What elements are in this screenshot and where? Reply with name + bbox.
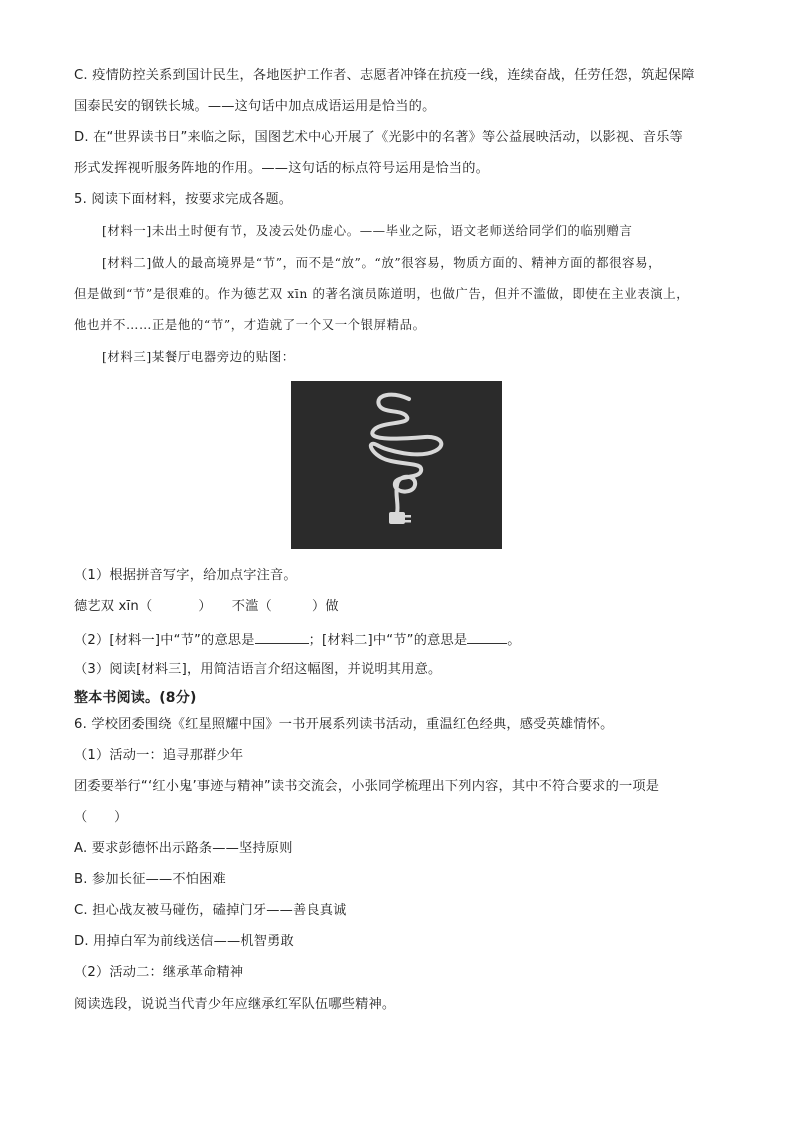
material-1: [材料一]未出土时便有节，及凌云处仍虚心。——毕业之际，语文老师送给同学们的临别赠言 — [102, 223, 633, 238]
material-3: [材料三]某餐厅电器旁边的贴图： — [102, 349, 295, 364]
option-d-line2: 形式发挥视听服务阵地的作用。——这句话的标点符号运用是恰当的。 — [74, 161, 490, 176]
q6-option-d: D. 用掉白军为前线送信——机智勇敢 — [74, 934, 294, 949]
blank-jie-1[interactable] — [255, 629, 309, 644]
option-d-line1: D. 在“世界读书日”来临之际，国图艺术中心开展了《光影中的名著》等公益展映活动，以影视、音乐等 — [74, 130, 683, 145]
section-heading: 整本书阅读。(8分) — [74, 690, 197, 706]
fill-lan-close: ）做 — [311, 599, 339, 614]
q5-sub1: （1）根据拼音写字，给加点字注音。 — [74, 568, 297, 583]
q6-option-c: C. 担心战友被马碰伤，磕掉门牙——善良真诚 — [74, 903, 347, 918]
material-2-line2: 但是做到“节”是很难的。作为德艺双 xīn 的著名演员陈道明，也做广告，但并不滥做，即使在主业表演上， — [74, 286, 690, 301]
q6-answer-paren[interactable]: （ ） — [74, 810, 128, 825]
material-2-line1: [材料二]做人的最高境界是“节”，而不是“放”。“放”很容易，物质方面的、精神方面的都很容易， — [102, 255, 662, 270]
sub2-part-a: （2）[材料一]中“节”的意思是 — [74, 633, 255, 648]
q6-activity1-desc: 团委要举行“‘红小鬼’事迹与精神”读书交流会，小张同学梳理出下列内容，其中不符合要求的一项是 — [74, 779, 660, 794]
q6-option-b: B. 参加长征——不怕困难 — [74, 872, 226, 887]
q6-activity2-desc: 阅读选段，说说当代青少年应继承红军队伍哪些精神。 — [74, 997, 396, 1012]
option-c-line1: C. 疫情防控关系到国计民生，各地医护工作者、志愿者冲锋在抗疫一线，连续奋战，任劳任怨，筑起保障 — [74, 68, 695, 83]
option-c-line2: 国泰民安的钢铁长城。——这句话中加点成语运用是恰当的。 — [74, 99, 436, 114]
q5-stem: 5. 阅读下面材料，按要求完成各题。 — [74, 192, 293, 207]
sub2-part-b: ；[材料二]中“节”的意思是 — [308, 633, 468, 648]
fill-lan: 不滥（ — [231, 599, 272, 614]
blank-jie-2[interactable] — [467, 629, 507, 644]
q6-activity2: （2）活动二：继承革命精神 — [74, 965, 244, 980]
q6-stem: 6. 学校团委围绕《红星照耀中国》一书开展系列读书活动，重温红色经典，感受英雄情怀。 — [74, 717, 614, 732]
q5-sub1-fill — [74, 597, 339, 617]
fill-xin: 德艺双 xīn（ — [74, 599, 153, 614]
q5-sub3: （3）阅读[材料三]，用简洁语言介绍这幅图，并说明其用意。 — [74, 662, 442, 677]
plug-cord-image — [291, 381, 502, 549]
sub2-part-c: 。 — [507, 633, 521, 648]
q6-option-a: A. 要求彭德怀出示路条——坚持原则 — [74, 841, 293, 856]
material-2-line3: 他也并不……正是他的“节”，才造就了一个又一个银屏精品。 — [74, 317, 426, 332]
plug-cord-icon — [291, 381, 502, 549]
fill-xin-close: ） — [198, 599, 212, 614]
q6-activity1: （1）活动一：追寻那群少年 — [74, 748, 244, 763]
q5-sub2 — [74, 629, 521, 651]
